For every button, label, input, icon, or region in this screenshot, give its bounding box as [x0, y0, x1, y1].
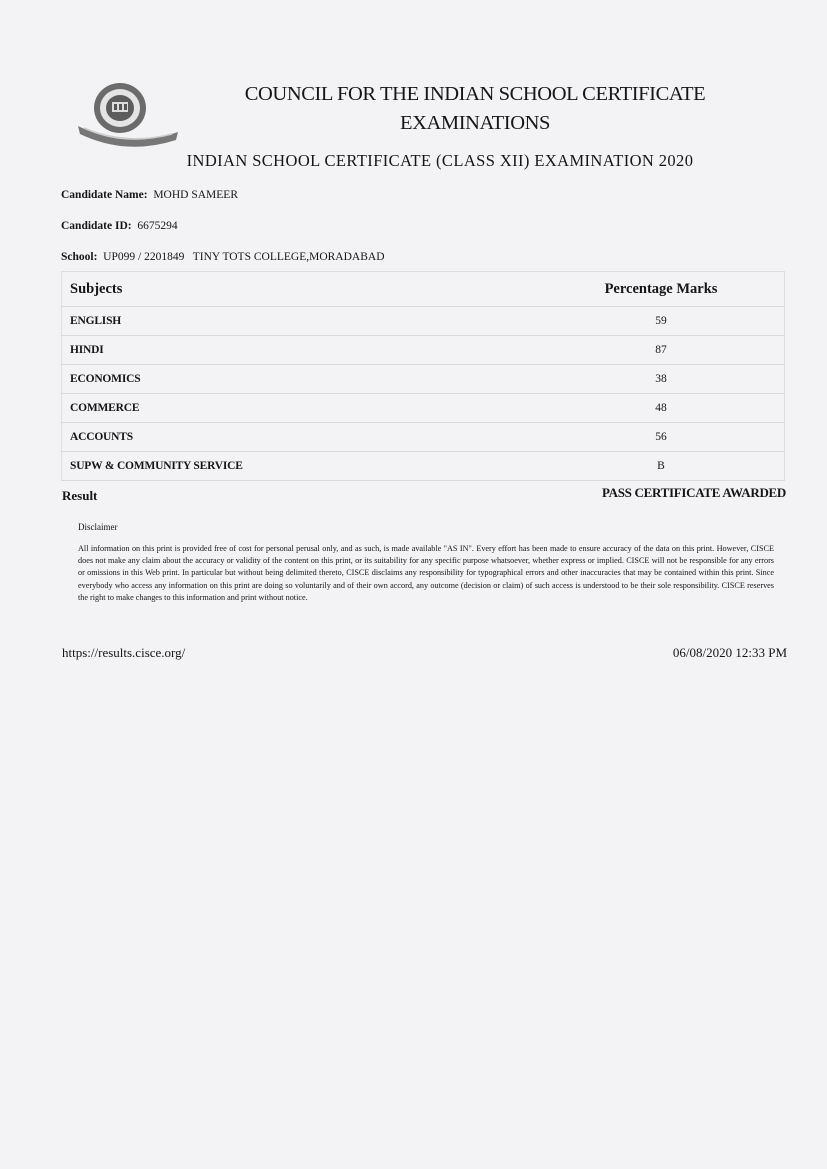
- result-value: PASS CERTIFICATE AWARDED: [601, 485, 786, 500]
- subject-marks: 48: [538, 394, 785, 423]
- marks-table: [61, 271, 785, 481]
- print-datetime: 06/08/2020 12:33 PM: [672, 645, 787, 660]
- table-row: [62, 452, 785, 481]
- exam-title: INDIAN SCHOOL CERTIFICATE (CLASS XII) EXAMINATION 2020: [186, 151, 694, 170]
- subject-marks: 38: [538, 365, 785, 394]
- table-row: [62, 307, 785, 336]
- school-label: School:: [61, 251, 98, 263]
- table-row: [62, 365, 785, 394]
- subject-name: ACCOUNTS: [62, 423, 539, 452]
- subject-marks: 87: [538, 336, 785, 365]
- candidate-name-row: [61, 189, 238, 201]
- results-url: https://results.cisce.org/: [62, 645, 186, 660]
- disclaimer-title: Disclaimer: [78, 522, 118, 532]
- school-row: [61, 251, 385, 263]
- cisce-emblem-icon: [76, 80, 180, 150]
- result-label: Result: [62, 488, 98, 503]
- subject-name: SUPW & COMMUNITY SERVICE: [62, 452, 539, 481]
- subject-marks: 59: [538, 307, 785, 336]
- table-row: [62, 423, 785, 452]
- subject-name: COMMERCE: [62, 394, 539, 423]
- candidate-name-label: Candidate Name:: [61, 189, 148, 201]
- subjects-header: Subjects: [62, 272, 539, 307]
- subject-name: ECONOMICS: [62, 365, 539, 394]
- candidate-name: MOHD SAMEER: [153, 189, 238, 201]
- subject-name: ENGLISH: [62, 307, 539, 336]
- table-row: [62, 336, 785, 365]
- subject-marks: 56: [538, 423, 785, 452]
- candidate-id-row: [61, 220, 178, 232]
- org-title-line2: EXAMINATIONS: [399, 112, 551, 134]
- disclaimer-text: All information on this print is provided free of cost for personal perusal only, and as such, is made available "AS IN". Every effort has been made to ensure accuracy of the data on this print. However, CISCE does not make any claim about the accuracy or validity of the content on this print, or its suitability for any specific purpose whatsoever, whether express or implied. CISCE will not be responsible for any errors or omissions in this Web print. In particular but without being delimited thereto, CISCE disclaims any responsibility for typographical errors and other inaccuracies that may be contained within this print. Since everybody who access any information on this print are doing so voluntarily and of their own accord, any outcome (decision or claim) of such access is understood to be their sole responsibility. CISCE reserves the right to make changes to this information and print without notice.: [78, 544, 774, 602]
- org-title-line1: COUNCIL FOR THE INDIAN SCHOOL CERTIFICATE: [244, 83, 706, 105]
- percentage-header: Percentage Marks: [538, 272, 785, 307]
- candidate-id: 6675294: [137, 220, 178, 232]
- table-header-row: [62, 272, 785, 307]
- candidate-id-label: Candidate ID:: [61, 220, 132, 232]
- school-value: UP099 / 2201849 TINY TOTS COLLEGE,MORADABAD: [103, 251, 385, 263]
- subject-name: HINDI: [62, 336, 539, 365]
- subject-marks: B: [538, 452, 785, 481]
- table-row: [62, 394, 785, 423]
